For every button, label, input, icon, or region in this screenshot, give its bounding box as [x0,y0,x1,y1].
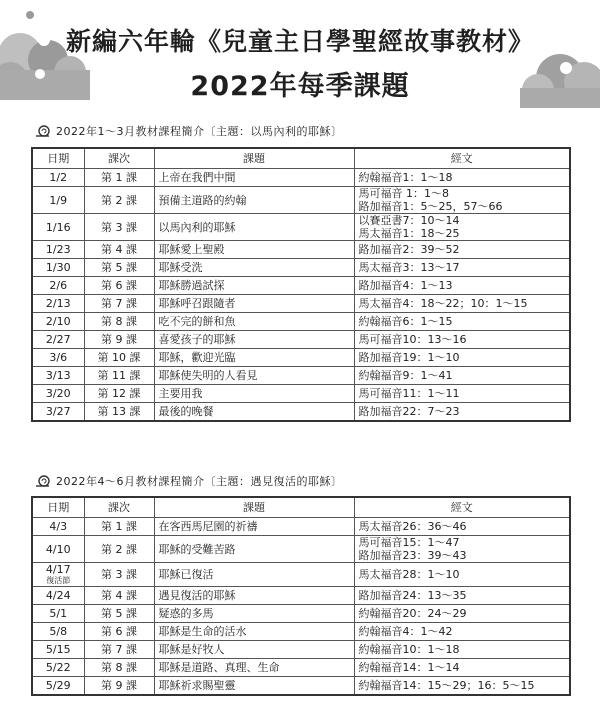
cell-topic: 遇見復活的耶穌 [154,587,354,605]
cell-lesson: 第 4 課 [84,587,154,605]
cell-lesson: 第 10 課 [84,349,154,367]
cell-lesson: 第 2 課 [84,536,154,563]
table-row [32,241,570,259]
table-row [32,331,570,349]
cell-topic: 耶穌，歡迎光臨 [154,349,354,367]
scripture-line: 約翰福音1：1～18 [358,171,453,184]
date-text: 1/23 [45,243,71,256]
date-text: 3/6 [49,351,68,364]
cell-date [32,295,84,313]
table-header-row [32,148,570,169]
date-text: 1/30 [45,261,71,274]
cell-date [32,187,84,214]
cell-lesson: 第 6 課 [84,277,154,295]
date-text: 5/1 [49,607,68,620]
schedule-table-q2 [31,496,571,696]
col-header-date: 日期 [32,148,84,169]
table-row [32,677,570,696]
cell-scripture [354,623,570,641]
table-row [32,587,570,605]
table-row [32,169,570,187]
scripture-line: 約翰福音10：1～18 [358,643,460,656]
scripture-line: 路加福音19：1～10 [358,351,460,364]
table-row [32,623,570,641]
table-row [32,214,570,241]
date-text: 2/10 [45,315,71,328]
cell-date [32,659,84,677]
cell-date [32,563,84,587]
schedule-table-q1 [31,147,571,422]
cell-topic: 耶穌受洗 [154,259,354,277]
date-text: 5/8 [49,625,68,638]
cell-topic: 預備主道路的約翰 [154,187,354,214]
date-text: 4/10 [45,542,71,556]
cell-lesson: 第 8 課 [84,659,154,677]
scripture-line: 路加福音2：39～52 [358,243,460,256]
col-header-topic: 課題 [154,497,354,518]
cell-lesson: 第 13 課 [84,403,154,422]
date-text: 3/13 [45,369,71,382]
cell-date [32,641,84,659]
cell-topic: 主要用我 [154,385,354,403]
cell-scripture [354,187,570,214]
date-text: 2/27 [45,333,71,346]
cell-lesson: 第 1 課 [84,518,154,536]
table-row [32,385,570,403]
scripture-line: 以賽亞書7：10～14 [358,214,460,227]
cell-topic: 耶穌是好牧人 [154,641,354,659]
scripture-line: 馬太福音1：18～25 [358,227,460,240]
section-heading-text: 2022年4～6月教材課程簡介〔主題：遇見復活的耶穌〕 [56,475,343,488]
table-row [32,605,570,623]
cell-scripture [354,587,570,605]
cell-scripture [354,214,570,241]
cell-scripture [354,331,570,349]
cell-topic: 耶穌是道路、真理、生命 [154,659,354,677]
date-note: 復活節 [46,576,71,585]
cell-date [32,169,84,187]
cell-topic: 以馬內利的耶穌 [154,214,354,241]
date-text: 1/16 [45,220,71,234]
cell-scripture [354,241,570,259]
cell-date [32,623,84,641]
cell-lesson: 第 2 課 [84,187,154,214]
cell-date [32,536,84,563]
scripture-line: 路加福音1：5～25，57～66 [358,200,503,213]
table-body [32,169,570,422]
cell-lesson: 第 3 課 [84,214,154,241]
cell-lesson: 第 8 課 [84,313,154,331]
cell-topic: 耶穌勝過試探 [154,277,354,295]
table-row [32,536,570,563]
cell-date [32,403,84,422]
date-text: 4/3 [49,520,68,533]
cell-lesson: 第 5 課 [84,605,154,623]
cell-lesson: 第 7 課 [84,295,154,313]
cell-date [32,259,84,277]
cell-scripture [354,518,570,536]
cell-scripture [354,536,570,563]
cell-scripture [354,677,570,696]
table-header-row [32,497,570,518]
scripture-line: 馬太福音26：36～46 [358,520,467,533]
scripture-line: 馬太福音28：1～10 [358,568,460,581]
table-row [32,277,570,295]
scripture-line: 馬太福音4：18～22；10：1～15 [358,297,528,310]
date-text: 3/27 [45,405,71,418]
cell-lesson: 第 1 課 [84,169,154,187]
document-title: 新編六年輪《兒童主日學聖經故事教材》 [65,27,534,56]
cell-topic: 耶穌祈求賜聖靈 [154,677,354,696]
table-row [32,367,570,385]
cell-topic: 耶穌愛上聖殿 [154,241,354,259]
col-header-lesson: 課次 [84,148,154,169]
date-text: 1/2 [49,171,68,184]
cell-date [32,587,84,605]
scripture-line: 路加福音24：13～35 [358,589,467,602]
cell-scripture [354,385,570,403]
section-heading-q2 [36,472,343,490]
cell-date [32,605,84,623]
cell-lesson: 第 4 課 [84,241,154,259]
cell-topic: 最後的晚餐 [154,403,354,422]
col-header-date: 日期 [32,497,84,518]
scripture-line: 馬可福音11：1～11 [358,387,460,400]
table-row [32,641,570,659]
cell-topic: 疑惑的多馬 [154,605,354,623]
table-row [32,659,570,677]
cell-date [32,385,84,403]
cell-topic: 耶穌的受難苦路 [154,536,354,563]
cell-scripture [354,367,570,385]
cell-date [32,313,84,331]
scripture-line: 路加福音4：1～13 [358,279,453,292]
scripture-line: 馬可福音10：13～16 [358,333,467,346]
date-text: 2/13 [45,297,71,310]
cell-date [32,241,84,259]
scripture-line: 約翰福音20：24～29 [358,607,467,620]
col-header-scripture: 經文 [354,497,570,518]
cell-lesson: 第 9 課 [84,677,154,696]
cell-lesson: 第 6 課 [84,623,154,641]
scripture-line: 馬太福音3：13～17 [358,261,460,274]
cell-lesson: 第 5 課 [84,259,154,277]
date-text: 1/9 [49,193,68,207]
cell-scripture [354,277,570,295]
cell-scripture [354,641,570,659]
col-header-lesson: 課次 [84,497,154,518]
date-text: 3/20 [45,387,71,400]
cell-topic: 耶穌已復活 [154,563,354,587]
cell-lesson: 第 3 課 [84,563,154,587]
scripture-line: 約翰福音14：15～29；16：5～15 [358,679,535,692]
cell-scripture [354,313,570,331]
col-header-scripture: 經文 [354,148,570,169]
cell-date [32,349,84,367]
cell-date [32,331,84,349]
table-row [32,187,570,214]
table-row [32,259,570,277]
cell-date [32,677,84,696]
cell-scripture [354,295,570,313]
scripture-line: 約翰福音9：1～41 [358,369,453,382]
scripture-line: 路加福音22：7～23 [358,405,460,418]
table-row [32,349,570,367]
cell-scripture [354,563,570,587]
scripture-line: 約翰福音4：1～42 [358,625,453,638]
cell-topic: 在客西馬尼園的祈禱 [154,518,354,536]
date-text: 4/24 [45,589,71,602]
table-body [32,518,570,696]
cell-scripture [354,659,570,677]
cell-lesson: 第 12 課 [84,385,154,403]
cell-date [32,214,84,241]
section-heading-q1 [36,122,343,140]
cell-lesson: 第 7 課 [84,641,154,659]
cell-date [32,277,84,295]
snail-icon [36,125,50,137]
table-row [32,313,570,331]
cell-scripture [354,403,570,422]
cell-date [32,367,84,385]
date-text: 4/17 [45,563,71,576]
scripture-line: 馬可福音15：1～47 [358,536,460,549]
cell-topic: 吃不完的餅和魚 [154,313,354,331]
table-row [32,518,570,536]
section-heading-text: 2022年1～3月教材課程簡介〔主題：以馬內利的耶穌〕 [56,125,343,138]
document-subtitle: 2022年每季課題 [190,71,410,102]
scripture-line: 約翰福音14：1～14 [358,661,460,674]
table-row [32,295,570,313]
scripture-line: 路加福音23：39～43 [358,549,467,562]
snail-icon [36,475,50,487]
date-text: 5/15 [45,643,71,656]
col-header-topic: 課題 [154,148,354,169]
cell-scripture [354,259,570,277]
date-text: 5/22 [45,661,71,674]
scripture-line: 馬可福音 1：1～8 [358,187,449,200]
table-row [32,403,570,422]
cell-date [32,518,84,536]
cell-scripture [354,605,570,623]
cell-lesson: 第 9 課 [84,331,154,349]
date-text: 2/6 [49,279,68,292]
cell-scripture [354,349,570,367]
cell-topic: 喜愛孩子的耶穌 [154,331,354,349]
scripture-line: 約翰福音6：1～15 [358,315,453,328]
date-text: 5/29 [45,679,71,692]
cell-scripture [354,169,570,187]
cell-topic: 上帝在我們中間 [154,169,354,187]
cell-topic: 耶穌是生命的活水 [154,623,354,641]
cell-topic: 耶穌使失明的人看見 [154,367,354,385]
cell-lesson: 第 11 課 [84,367,154,385]
table-row [32,563,570,587]
cell-topic: 耶穌呼召跟隨者 [154,295,354,313]
